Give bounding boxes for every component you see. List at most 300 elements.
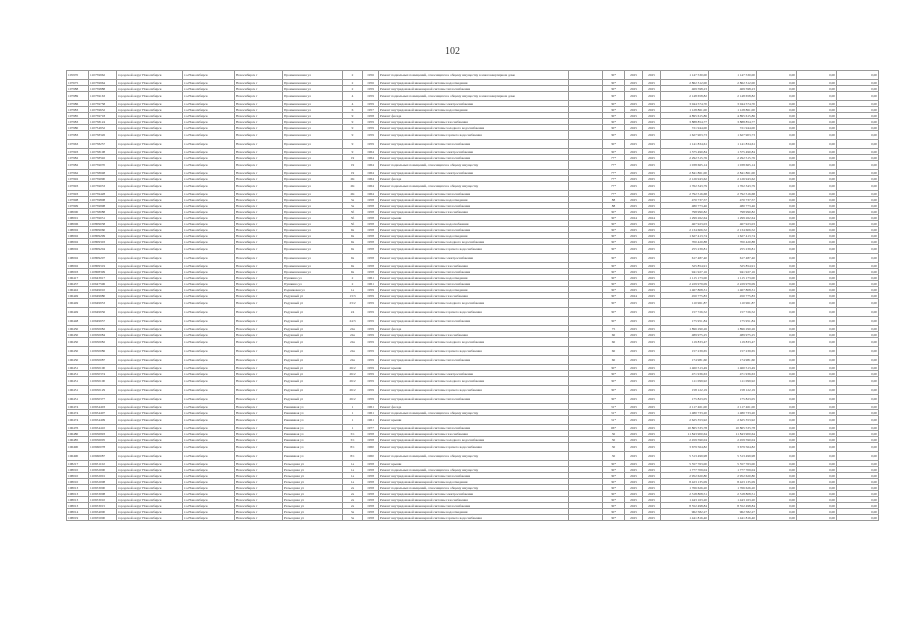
table-cell-code: 110654409 (89, 416, 117, 425)
table-cell-year_to: 2025 (643, 101, 661, 107)
table-cell-term: 30* (603, 308, 625, 317)
table-cell-city: г.о.Новосибирск (183, 245, 235, 254)
table-cell-id: 108002 (67, 233, 89, 239)
table-cell-house: 3/1 (343, 437, 363, 443)
table-cell-year_to: 2025 (643, 467, 661, 473)
table-cell-work: Ремонт крыши (379, 215, 569, 221)
table-cell-year: 1958 (363, 437, 379, 443)
table-cell-year_to: 2025 (643, 86, 661, 92)
table-cell-work: Ремонт внутридомовой инженерной системы холодного водоснабжения (379, 239, 569, 245)
table-cell-house: 24а (343, 332, 363, 338)
table-cell-v2: 0,00 (797, 221, 837, 227)
table-cell-house: 19 (343, 170, 363, 176)
table-cell-v2: 0,00 (797, 101, 837, 107)
table-cell-v3: 0,00 (837, 503, 879, 509)
table-cell-locality: Новосибирск г (235, 203, 283, 209)
table-cell-amount: 3 679 564,82 (661, 443, 709, 452)
table-cell-house: 1а (343, 473, 363, 479)
table-cell-locality: Новосибирск г (235, 155, 283, 161)
table-cell-year_to: 2025 (643, 497, 661, 503)
table-cell-street: Разъездная ул (283, 491, 343, 497)
table-cell-amount: 1 480 733,20 (661, 410, 709, 416)
table-cell-work: Ремонт внутридомовой инженерной системы теплоснабжения (379, 356, 569, 365)
table-cell-v1: 0,00 (757, 437, 797, 443)
table-row (67, 245, 879, 254)
table-cell-work: Ремонт внутридомовой инженерной системы газоснабжения (379, 497, 569, 503)
table-cell-v2: 0,00 (797, 263, 837, 269)
table-cell-year: 1977 (363, 425, 379, 431)
table-cell-district: городской округ Новосибирск (117, 437, 183, 443)
table-cell-year: 1959 (363, 371, 379, 377)
table-cell-code: 110652000 (89, 467, 117, 473)
table-cell-v1: 0,00 (757, 131, 797, 140)
table-row (67, 347, 879, 356)
table-cell-amount2: 2 126 943,62 (709, 176, 757, 182)
table-cell-locality: Новосибирск г (235, 515, 283, 521)
table-cell-amount2: 700 420,88 (709, 239, 757, 245)
table-cell-mark (569, 308, 603, 317)
table-cell-year_to: 2025 (643, 332, 661, 338)
table-cell-v1: 0,00 (757, 233, 797, 239)
table-cell-id: 106450 (67, 347, 89, 356)
table-cell-locality: Новосибирск г (235, 275, 283, 281)
table-cell-v1: 0,00 (757, 461, 797, 467)
table-cell-amount2: 4 895 615,86 (709, 113, 757, 119)
table-cell-v3: 0,00 (837, 149, 879, 155)
table-cell-term: 30* (603, 497, 625, 503)
table-cell-id: 107998 (67, 197, 89, 203)
table-cell-v3: 0,00 (837, 140, 879, 149)
table-cell-district: городской округ Новосибирск (117, 473, 183, 479)
table-cell-id: 108001 (67, 215, 89, 221)
table-cell-code: 110759888 (89, 86, 117, 92)
table-cell-id: 108010 (67, 479, 89, 485)
table-cell-term: 30* (603, 149, 625, 155)
table-cell-amount2: 1 460 513,49 (709, 365, 757, 371)
table-cell-term: 88 (603, 197, 625, 203)
table-cell-v2: 0,00 (797, 191, 837, 197)
table-cell-v3: 0,00 (837, 437, 879, 443)
table-cell-city: г.о.Новосибирск (183, 332, 235, 338)
table-cell-amount: 175 951,84 (661, 317, 709, 326)
table-cell-year_to: 2025 (643, 308, 661, 317)
table-cell-year: 1959 (363, 308, 379, 317)
table-cell-street: Промышленная ул (283, 215, 343, 221)
table-cell-id: 108010 (67, 467, 89, 473)
table-cell-year_to: 2025 (643, 107, 661, 113)
table-cell-year_from: 2025 (625, 209, 643, 215)
table-cell-locality: Новосибирск г (235, 92, 283, 101)
table-cell-house: 26/2 (343, 365, 363, 371)
table-cell-district: городской округ Новосибирск (117, 386, 183, 395)
table-cell-year: 1958 (363, 269, 379, 275)
table-cell-term: 30* (603, 215, 625, 221)
table-cell-city: г.о.Новосибирск (183, 377, 235, 386)
table-cell-v3: 0,00 (837, 425, 879, 431)
table-cell-year: 1958 (363, 221, 379, 227)
table-cell-code: 110653015 (89, 503, 117, 509)
table-cell-year_from: 2025 (625, 113, 643, 119)
table-cell-v3: 0,00 (837, 347, 879, 356)
table-cell-work: Ремонт подвальных помещений, относящихся к общему имуществу (379, 467, 569, 473)
table-cell-amount2: 450 775,83 (709, 293, 757, 299)
table-cell-v3: 0,00 (837, 263, 879, 269)
table-cell-v3: 0,00 (837, 326, 879, 332)
table-cell-year: 1961 (363, 410, 379, 416)
table-cell-amount: 1 038 665,14 (661, 161, 709, 170)
register-body (67, 71, 879, 521)
table-cell-street: Радужный ул (283, 347, 343, 356)
table-cell-amount2: 469 598,23 (709, 86, 757, 92)
table-row (67, 386, 879, 395)
table-cell-house: 9а (343, 269, 363, 275)
table-cell-amount: 721 944,00 (661, 125, 709, 131)
table-cell-v2: 0,00 (797, 326, 837, 332)
table-cell-amount2: 2 292 515,76 (709, 155, 757, 161)
table-cell-v2: 0,00 (797, 245, 837, 254)
table-cell-work: Ремонт внутридомовой инженерной системы теплоснабжения (379, 317, 569, 326)
table-cell-year_from: 2025 (625, 416, 643, 425)
table-cell-term: 30* (603, 221, 625, 227)
table-cell-amount: 1 141 834,61 (661, 140, 709, 149)
table-cell-work: Ремонт внутридомовой инженерной системы холодного водоснабжения (379, 377, 569, 386)
table-cell-house: 9а (343, 233, 363, 239)
table-cell-street: Промышленная ул (283, 227, 343, 233)
table-cell-house: 2К (343, 182, 363, 191)
table-cell-work: Ремонт внутридомовой инженерной системы холодного водоснабжения (379, 299, 569, 308)
table-cell-v3: 0,00 (837, 431, 879, 437)
table-cell-code: 110759163 (89, 92, 117, 101)
table-cell-mark (569, 161, 603, 170)
table-cell-year_to: 2025 (643, 131, 661, 140)
table-cell-term: 30* (603, 209, 625, 215)
table-cell-street: Радужный ул (283, 338, 343, 347)
table-cell-term: 30 (603, 431, 625, 437)
table-cell-v3: 0,00 (837, 281, 879, 287)
table-cell-v3: 0,00 (837, 182, 879, 191)
table-cell-district: городской округ Новосибирск (117, 125, 183, 131)
table-cell-city: г.о.Новосибирск (183, 155, 235, 161)
table-cell-year: 1959 (363, 299, 379, 308)
table-cell-code: 110759718 (89, 113, 117, 119)
table-cell-district: городской округ Новосибирск (117, 431, 183, 437)
table-cell-amount2: 1 467 808,31 (709, 287, 757, 293)
table-cell-v2: 0,00 (797, 140, 837, 149)
table-cell-amount2: 1 627 413,74 (709, 233, 757, 239)
table-cell-v3: 0,00 (837, 107, 879, 113)
table-cell-district: городской округ Новосибирск (117, 317, 183, 326)
table-cell-amount: 470 737,57 (661, 197, 709, 203)
table-cell-locality: Новосибирск г (235, 347, 283, 356)
table-cell-year_to: 2025 (643, 515, 661, 521)
table-cell-work: Ремонт внутридомовой инженерной системы электроснабжения (379, 101, 569, 107)
table-cell-term: 30* (603, 263, 625, 269)
table-cell-city: г.о.Новосибирск (183, 293, 235, 299)
table-cell-year_from: 2025 (625, 479, 643, 485)
table-cell-year_to: 2025 (643, 161, 661, 170)
table-cell-street: Разъездная ул (283, 473, 343, 479)
table-cell-amount2: 11 843 900,64 (709, 431, 757, 437)
table-cell-v3: 0,00 (837, 473, 879, 479)
table-cell-locality: Новосибирск г (235, 86, 283, 92)
table-cell-locality: Новосибирск г (235, 443, 283, 452)
table-cell-id: 106450 (67, 332, 89, 338)
table-cell-year_from: 2024 (625, 215, 643, 221)
table-cell-amount2: 175 823,05 (709, 395, 757, 404)
table-cell-year_to: 2025 (643, 386, 661, 395)
table-cell-id: 108014 (67, 509, 89, 515)
table-cell-id: 107986 (67, 101, 89, 107)
table-cell-house: 1 (343, 416, 363, 425)
table-cell-v1: 0,00 (757, 197, 797, 203)
page-number: 102 (445, 46, 460, 57)
table-cell-code: 110647596 (89, 281, 117, 287)
table-cell-v1: 0,00 (757, 308, 797, 317)
table-cell-id: 106449 (67, 293, 89, 299)
table-cell-house: 3б (343, 215, 363, 221)
table-cell-amount2: 8 552 498,84 (709, 503, 757, 509)
table-cell-year_from: 2025 (625, 80, 643, 86)
table-cell-v3: 0,00 (837, 92, 879, 101)
table-cell-year_to: 2025 (643, 317, 661, 326)
table-cell-amount2: 255 239,81 (709, 245, 757, 254)
table-cell-district: городской округ Новосибирск (117, 356, 183, 365)
table-cell-locality: Новосибирск г (235, 497, 283, 503)
table-cell-locality: Новосибирск г (235, 332, 283, 338)
table-cell-year_to: 2025 (643, 326, 661, 332)
table-cell-amount2: 2 625 353,92 (709, 416, 757, 425)
table-cell-city: г.о.Новосибирск (183, 239, 235, 245)
table-cell-locality: Новосибирск г (235, 416, 283, 425)
table-cell-district: городской округ Новосибирск (117, 155, 183, 161)
table-cell-year_to: 2025 (643, 119, 661, 125)
table-cell-year_to: 2025 (643, 92, 661, 101)
table-cell-locality: Новосибирск г (235, 503, 283, 509)
table-cell-work: Ремонт фасада (379, 176, 569, 182)
table-cell-year_to: 2025 (643, 191, 661, 197)
table-cell-work: Ремонт внутридомовой инженерной системы электроснабжения (379, 149, 569, 155)
table-cell-year: 1958 (363, 479, 379, 485)
table-cell-id: 107992 (67, 176, 89, 182)
table-cell-amount: 2 625 353,92 (661, 416, 709, 425)
table-cell-id: 106450 (67, 356, 89, 365)
table-cell-term: 30* (603, 254, 625, 263)
table-cell-locality: Новосибирск г (235, 263, 283, 269)
table-cell-year_to: 2025 (643, 176, 661, 182)
table-cell-v2: 0,00 (797, 80, 837, 86)
table-cell-street: Разъездная ул (283, 479, 343, 485)
table-cell-year_to: 2025 (643, 233, 661, 239)
table-cell-v3: 0,00 (837, 254, 879, 263)
table-cell-city: г.о.Новосибирск (183, 215, 235, 221)
table-cell-v2: 0,00 (797, 443, 837, 452)
table-cell-year: 1964 (363, 182, 379, 191)
table-cell-house: 9 (343, 125, 363, 131)
table-cell-street: Равнинная ул (283, 404, 343, 410)
table-cell-street: Радужный ул (283, 371, 343, 377)
table-cell-city: г.о.Новосибирск (183, 107, 235, 113)
table-cell-city: г.о.Новосибирск (183, 209, 235, 215)
table-cell-house: 2К (343, 176, 363, 182)
table-cell-id: 106442 (67, 287, 89, 293)
table-cell-code: 110650377 (89, 395, 117, 404)
table-cell-house: 3а (343, 197, 363, 203)
table-cell-v2: 0,00 (797, 338, 837, 347)
table-cell-year_from: 2025 (625, 485, 643, 491)
table-cell-year_to: 2025 (643, 431, 661, 437)
table-cell-year_from: 2025 (625, 125, 643, 131)
table-cell-v2: 0,00 (797, 395, 837, 404)
table-cell-v2: 0,00 (797, 479, 837, 485)
table-cell-year_from: 2025 (625, 461, 643, 467)
table-cell-code: 110809060 (89, 227, 117, 233)
table-cell-street: Промышленная ул (283, 263, 343, 269)
table-cell-amount: 1 443 163,20 (661, 497, 709, 503)
table-cell-year_to: 2025 (643, 377, 661, 386)
table-cell-city: г.о.Новосибирск (183, 371, 235, 377)
table-cell-v3: 0,00 (837, 227, 879, 233)
table-cell-year: 1958 (363, 215, 379, 221)
table-cell-code: 110809303 (89, 239, 117, 245)
table-cell-locality: Новосибирск г (235, 452, 283, 461)
table-cell-term: 30* (603, 245, 625, 254)
table-cell-year: 1958 (363, 515, 379, 521)
table-cell-year_to: 2025 (643, 113, 661, 119)
table-cell-id: 105970 (67, 71, 89, 80)
table-cell-district: городской округ Новосибирск (117, 254, 183, 263)
table-cell-v1: 0,00 (757, 113, 797, 119)
table-cell-v2: 0,00 (797, 107, 837, 113)
table-cell-v2: 0,00 (797, 269, 837, 275)
table-cell-v2: 0,00 (797, 410, 837, 416)
table-cell-street: Разъездная ул (283, 461, 343, 467)
table-cell-city: г.о.Новосибирск (183, 317, 235, 326)
table-cell-year_from: 2025 (625, 371, 643, 377)
table-cell-work: Ремонт внутридомовой инженерной системы горячего водоснабжения (379, 515, 569, 521)
table-cell-year_from: 2025 (625, 254, 643, 263)
table-cell-street: Промышленная ул (283, 209, 343, 215)
table-cell-id: 107962 (67, 170, 89, 176)
table-cell-house: 2а (343, 503, 363, 509)
table-cell-v1: 0,00 (757, 347, 797, 356)
table-cell-id: 107980 (67, 125, 89, 131)
table-cell-street: Промышленная ул (283, 101, 343, 107)
table-cell-work: Ремонт крыши (379, 365, 569, 371)
table-cell-term: 31* (603, 404, 625, 410)
table-cell-house: 13/3 (343, 293, 363, 299)
table-cell-city: г.о.Новосибирск (183, 170, 235, 176)
table-cell-work: Ремонт внутридомовой инженерной системы водоотведения (379, 509, 569, 515)
table-cell-locality: Новосибирск г (235, 485, 283, 491)
table-cell-code: 110650374 (89, 371, 117, 377)
table-row (67, 71, 879, 80)
table-cell-street: Равнинная ул (283, 452, 343, 461)
table-cell-locality: Новосибирск г (235, 326, 283, 332)
table-cell-street: Промышленная ул (283, 221, 343, 227)
table-cell-mark (569, 443, 603, 452)
table-cell-year_to: 2025 (643, 203, 661, 209)
table-cell-v1: 0,00 (757, 503, 797, 509)
table-cell-code: 110654403 (89, 404, 117, 410)
table-cell-id: 106476 (67, 425, 89, 431)
table-cell-city: г.о.Новосибирск (183, 125, 235, 131)
table-cell-amount: 8 552 498,84 (661, 503, 709, 509)
table-cell-id: 107988 (67, 86, 89, 92)
table-cell-mark (569, 416, 603, 425)
table-cell-street: Равнинная ул (283, 425, 343, 431)
table-cell-amount2: 467 923,03 (709, 221, 757, 227)
table-cell-v2: 0,00 (797, 452, 837, 461)
table-cell-district: городской округ Новосибирск (117, 191, 183, 197)
table-cell-year: 1958 (363, 254, 379, 263)
table-cell-v1: 0,00 (757, 239, 797, 245)
table-cell-amount2: 1 115 173,00 (709, 275, 757, 281)
table-cell-v2: 0,00 (797, 503, 837, 509)
table-cell-v2: 0,00 (797, 239, 837, 245)
table-cell-amount: 174 981,60 (661, 356, 709, 365)
table-cell-year_to: 2025 (643, 461, 661, 467)
table-cell-id: 107993 (67, 149, 89, 155)
table-row (67, 182, 879, 191)
table-cell-district: городской округ Новосибирск (117, 107, 183, 113)
table-cell-street: Промышленная ул (283, 269, 343, 275)
table-cell-code: 110650100 (89, 377, 117, 386)
table-cell-year_from: 2025 (625, 515, 643, 521)
table-cell-amount: 617 487,40 (661, 254, 709, 263)
table-cell-locality: Новосибирск г (235, 386, 283, 395)
table-cell-year_to: 2025 (643, 239, 661, 245)
table-cell-street: Промышленная ул (283, 92, 343, 101)
table-cell-year: 1959 (363, 92, 379, 101)
table-cell-v2: 0,00 (797, 308, 837, 317)
table-cell-house: 26/2 (343, 386, 363, 395)
table-cell-v3: 0,00 (837, 395, 879, 404)
table-cell-street: Промышленная ул (283, 80, 343, 86)
table-cell-id: 108006 (67, 221, 89, 227)
table-cell-id: 108002 (67, 227, 89, 233)
table-cell-street: Разъездная ул (283, 515, 343, 521)
table-cell-year_from: 2025 (625, 221, 643, 227)
table-cell-amount2: 1 762 343,79 (709, 182, 757, 191)
table-cell-v3: 0,00 (837, 215, 879, 221)
table-cell-amount2: 2 229 979,09 (709, 281, 757, 287)
table-cell-year_from: 2025 (625, 338, 643, 347)
table-cell-street: Радужный ул (283, 365, 343, 371)
table-cell-house: 1 (343, 425, 363, 431)
table-cell-code: 110652008 (89, 479, 117, 485)
table-cell-city: г.о.Новосибирск (183, 467, 235, 473)
table-cell-year_from: 2025 (625, 197, 643, 203)
table-cell-v2: 0,00 (797, 371, 837, 377)
table-cell-v3: 0,00 (837, 209, 879, 215)
table-cell-id: 107985 (67, 113, 89, 119)
table-cell-year_from: 2025 (625, 431, 643, 437)
table-cell-district: городской округ Новосибирск (117, 467, 183, 473)
table-cell-code: 110650086 (89, 347, 117, 356)
table-cell-code: 110758048 (89, 170, 117, 176)
table-cell-v2: 0,00 (797, 275, 837, 281)
table-cell-locality: Новосибирск г (235, 461, 283, 467)
table-cell-house: 24а (343, 347, 363, 356)
table-cell-v3: 0,00 (837, 497, 879, 503)
table-row (67, 515, 879, 521)
table-cell-year_from: 2025 (625, 509, 643, 515)
table-cell-year_to: 2025 (643, 437, 661, 443)
table-cell-year_from: 2025 (625, 317, 643, 326)
table-cell-id: 107999 (67, 203, 89, 209)
table-cell-code: 110649980 (89, 293, 117, 299)
table-cell-year_from: 2025 (625, 386, 643, 395)
